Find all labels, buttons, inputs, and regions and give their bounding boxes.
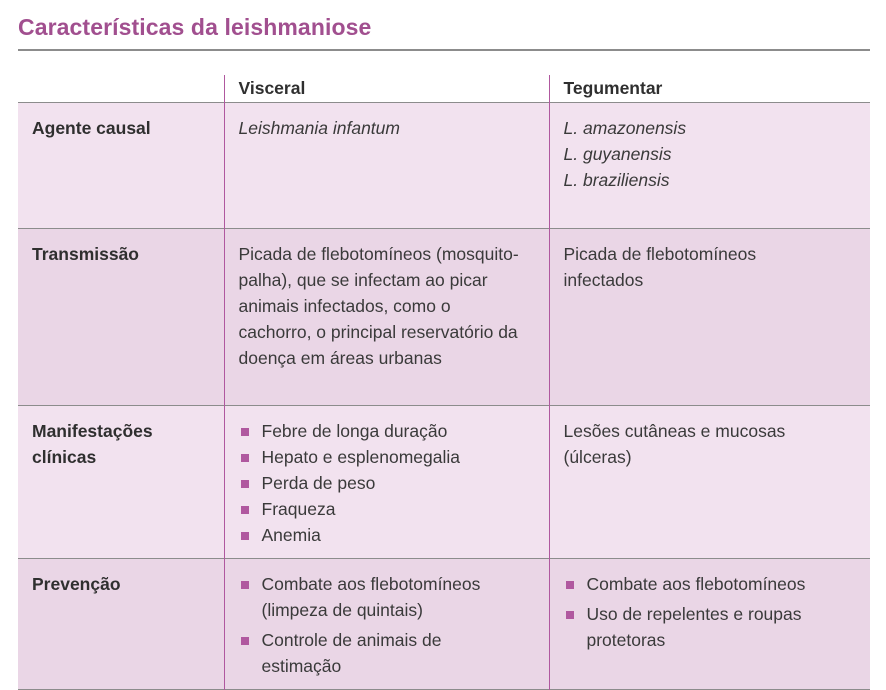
- list-item: Hepato e esplenomegalia: [239, 444, 535, 470]
- species-name: L. amazonensis: [563, 118, 687, 138]
- table-row-manifestacoes: [18, 406, 870, 559]
- title-divider: [18, 49, 870, 51]
- list-item: Anemia: [239, 522, 535, 548]
- header-visceral: Visceral: [224, 75, 549, 103]
- species-name: Leishmania infantum: [238, 118, 400, 138]
- species-name: L. braziliensis: [563, 170, 670, 190]
- cell-visceral: [224, 406, 549, 559]
- cell-tegumentar: Picada de flebotomíneos infectados: [549, 229, 870, 406]
- cell-visceral: [224, 559, 549, 690]
- list-item: Combate aos flebotomíneos (limpeza de quintais): [239, 571, 535, 623]
- species-name: L. guyanensis: [563, 144, 672, 164]
- header-row: [18, 75, 870, 103]
- list-item: Controle de animais de estimação: [239, 627, 535, 679]
- list-item: Uso de repelentes e roupas protetoras: [564, 601, 857, 653]
- header-tegumentar: Tegumentar: [549, 75, 870, 103]
- cell-visceral: [224, 103, 549, 229]
- row-label: Agente causal: [18, 103, 224, 229]
- list-item: Fraqueza: [239, 496, 535, 522]
- row-label: Transmissão: [18, 229, 224, 406]
- page-title: Características da leishmaniose: [18, 14, 372, 40]
- list-item: Febre de longa duração: [239, 418, 535, 444]
- table-row-transmissao: [18, 229, 870, 406]
- row-label: Manifestações clínicas: [18, 406, 224, 559]
- list-item: Combate aos flebotomíneos: [564, 571, 857, 597]
- cell-tegumentar: [549, 103, 870, 229]
- cell-visceral: Picada de flebotomíneos (mosquito-palha), que se infectam ao picar animais infectados, como o cachorro, o principal reservatório da doença em áreas urbanas: [224, 229, 549, 406]
- leishmaniose-table: [18, 75, 870, 690]
- list-item: Perda de peso: [239, 470, 535, 496]
- cell-tegumentar: Lesões cutâneas e mucosas (úlceras): [549, 406, 870, 559]
- table-row-prevencao: [18, 559, 870, 690]
- row-label: Prevenção: [18, 559, 224, 690]
- header-empty: [18, 75, 224, 103]
- cell-tegumentar: [549, 559, 870, 690]
- table-row-agente-causal: [18, 103, 870, 229]
